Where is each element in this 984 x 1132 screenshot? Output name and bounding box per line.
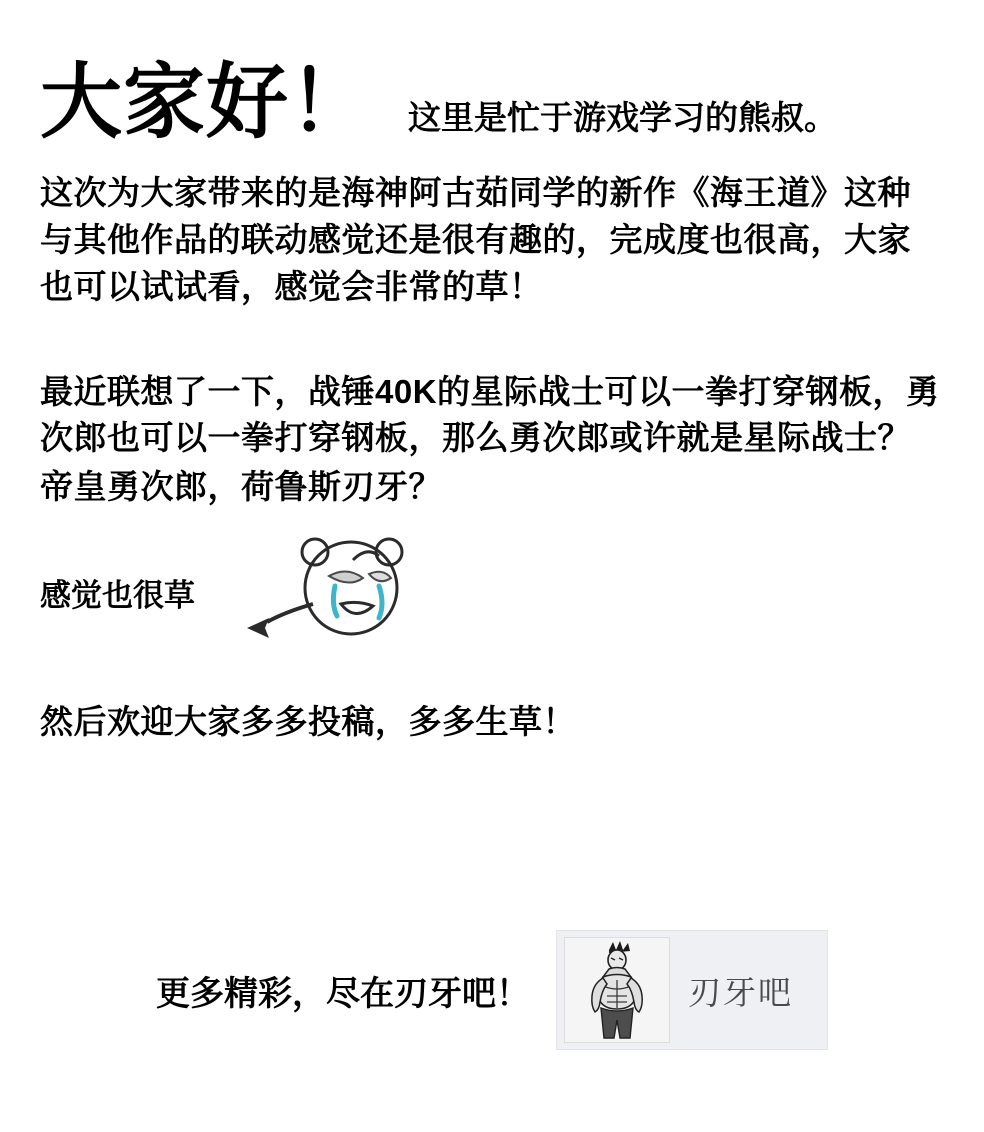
page-title: 大家好！ — [40, 57, 373, 148]
paragraph-3: 帝皇勇次郎，荷鲁斯刃牙？ — [40, 468, 442, 506]
page-subtitle: 这里是忙于游戏学习的熊叔。 — [408, 99, 838, 136]
crying-bear-pointing-sticker — [203, 530, 443, 655]
footer-banner — [0, 930, 984, 1050]
footer-text: 更多精彩，尽在刃牙吧！ — [156, 974, 530, 1013]
baki-yujiro-figure-thumbnail — [564, 937, 670, 1043]
paragraph-2: 最近联想了一下，战锤40K的星际战士可以一拳打穿钢板，勇次郎也可以一拳打穿钢板，那么勇次郎或许就是星际战士？ — [40, 372, 940, 457]
sticker-caption: 感觉也很草 — [40, 577, 195, 613]
header — [40, 0, 944, 148]
baki-forum-card[interactable] — [556, 930, 828, 1050]
forum-name-label: 刃牙吧 — [688, 973, 793, 1011]
sticker-row — [40, 527, 944, 657]
paragraph-4: 然后欢迎大家多多投稿，多多生草！ — [40, 703, 576, 741]
paragraph-1: 这次为大家带来的是海神阿古茹同学的新作《海王道》这种与其他作品的联动感觉还是很有趣的，完成度也很高，大家也可以试试看，感觉会非常的草！ — [40, 174, 911, 305]
